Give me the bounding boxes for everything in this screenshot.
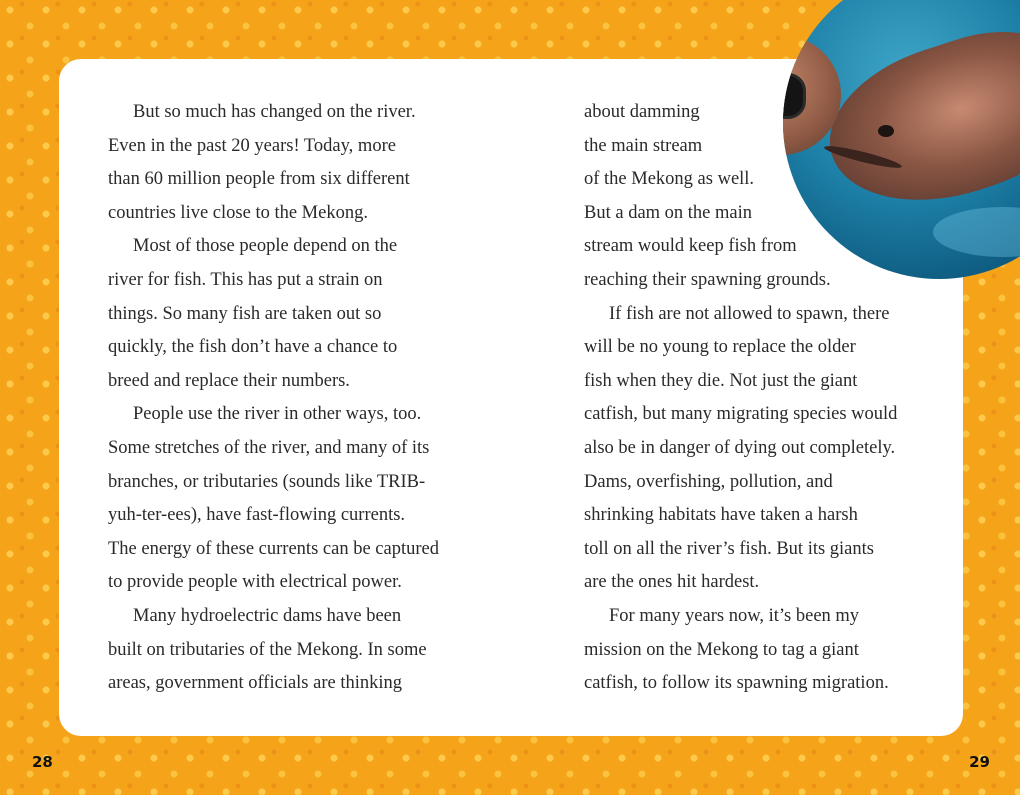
text-line: reaching their spawning grounds. — [584, 269, 831, 290]
text-line: But a dam on the main — [584, 202, 753, 223]
text-line: The energy of these currents can be captured — [108, 538, 439, 559]
text-line: toll on all the river’s fish. But its giants — [584, 538, 874, 559]
text-line: yuh-ter-ees), have fast-flowing currents. — [108, 505, 406, 526]
water-glare — [933, 207, 1020, 257]
text-line: built on tributaries of the Mekong. In some — [108, 639, 427, 660]
text-line: catfish, to follow its spawning migration. — [584, 673, 889, 694]
text-line: than 60 million people from six different — [108, 169, 410, 190]
text-line: to provide people with electrical power. — [108, 572, 402, 593]
text-line: about damming — [584, 102, 700, 122]
text-line: Most of those people depend on the — [133, 236, 398, 257]
text-line: breed and replace their numbers. — [108, 370, 350, 391]
text-line: also be in danger of dying out completely. — [584, 437, 896, 458]
text-line: Some stretches of the river, and many of its — [108, 437, 430, 458]
text-line: countries live close to the Mekong. — [108, 202, 368, 223]
text-line: mission on the Mekong to tag a giant — [584, 639, 859, 660]
text-line: Many hydroelectric dams have been — [133, 605, 402, 626]
text-line: areas, government officials are thinking — [108, 673, 403, 694]
text-line: stream would keep fish from — [584, 236, 797, 257]
text-line: the main stream — [584, 135, 703, 156]
left-page-text — [108, 96, 458, 701]
text-line: will be no young to replace the older — [584, 337, 856, 358]
text-line: river for fish. This has put a strain on — [108, 269, 383, 290]
text-line: things. So many fish are taken out so — [108, 303, 382, 324]
text-line: fish when they die. Not just the giant — [584, 370, 858, 391]
giant-catfish-shape — [810, 10, 1020, 230]
text-line: catfish, but many migrating species would — [584, 404, 898, 425]
text-line: Dams, overfishing, pollution, and — [584, 471, 833, 492]
text-line: If fish are not allowed to spawn, there — [609, 303, 890, 324]
text-line: branches, or tributaries (sounds like TRIB- — [108, 471, 426, 492]
text-line: quickly, the fish don’t have a chance to — [108, 337, 398, 358]
text-line: Even in the past 20 years! Today, more — [108, 135, 396, 156]
text-line: People use the river in other ways, too. — [133, 404, 422, 425]
text-line: shrinking habitats have taken a harsh — [584, 505, 858, 526]
page-number-right: 29 — [969, 753, 990, 771]
catfish-eye — [878, 125, 894, 137]
text-line: of the Mekong as well. — [584, 169, 755, 190]
page-number-left: 28 — [32, 753, 53, 771]
text-line: But so much has changed on the river. — [133, 102, 416, 122]
text-line: are the ones hit hardest. — [584, 572, 760, 593]
text-line: For many years now, it’s been my — [609, 605, 860, 626]
